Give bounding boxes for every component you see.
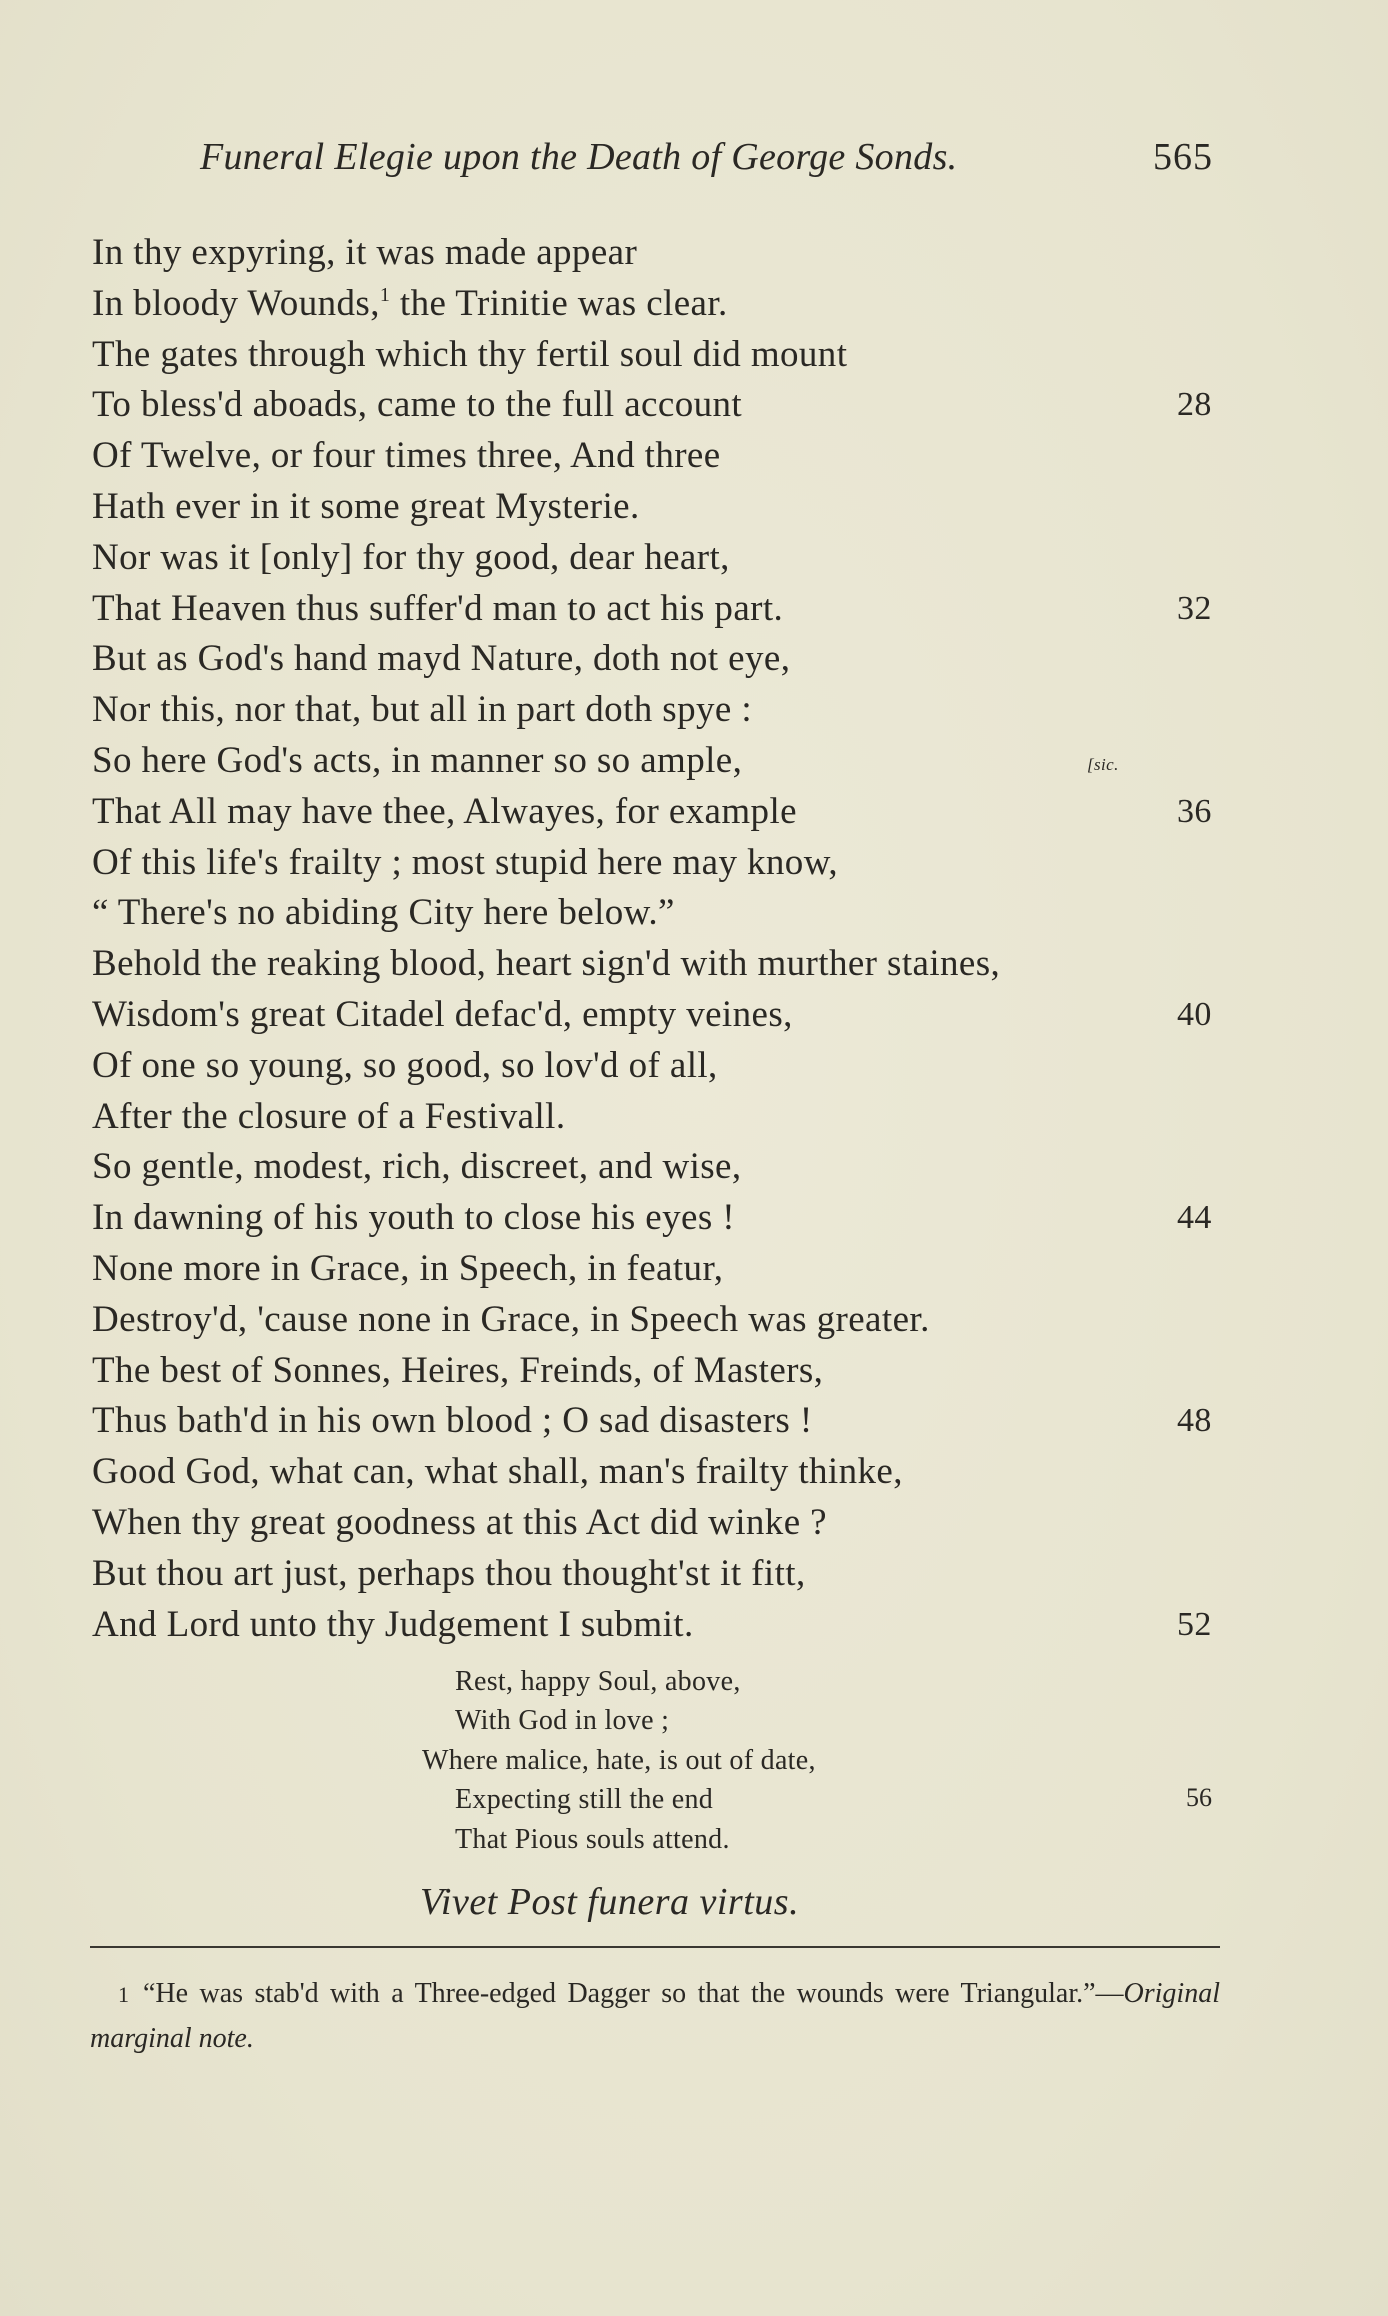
poem-line: None more in Grace, in Speech, in featur, xyxy=(92,1247,724,1289)
line-number: 32 xyxy=(1177,589,1212,627)
poem-body xyxy=(92,228,1252,1650)
poem-line: The gates through which thy fertil soul did mount xyxy=(92,333,848,375)
sic-note: [sic. xyxy=(1087,754,1119,774)
poem-line: And Lord unto thy Judgement I submit. 52 xyxy=(92,1600,1252,1651)
poem-line: Nor this, nor that, but all in part doth spye : xyxy=(92,689,753,731)
poem-line: But thou art just, perhaps thou thought'st it fitt, xyxy=(92,1552,806,1594)
stanza-line: Rest, happy Soul, above, xyxy=(455,1666,741,1697)
stanza-line: Where malice, hate, is out of date, xyxy=(422,1745,816,1776)
line-number: 52 xyxy=(1177,1605,1212,1643)
footnote-source: Original marginal note. xyxy=(90,1978,1220,2054)
footnote-number: 1 xyxy=(118,1982,129,2007)
poem-line: In bloody Wounds,$^1$ the Trinitie was clear. xyxy=(92,282,728,324)
poem-line: Wisdom's great Citadel defac'd, empty veines, 40 xyxy=(92,990,1252,1041)
motto: Vivet Post funera virtus. xyxy=(420,1881,800,1923)
line-number: 48 xyxy=(1177,1402,1212,1440)
poem-line: When thy great goodness at this Act did winke ? xyxy=(92,1501,828,1543)
poem-line: Thus bath'd in his own blood ; O sad disasters ! 48 xyxy=(92,1396,1252,1447)
stanza-line: With God in love ; xyxy=(455,1705,670,1736)
stanza-line: That Pious souls attend. xyxy=(455,1824,730,1855)
footnote-divider xyxy=(90,1946,1220,1948)
poem-line: Nor was it [only] for thy good, dear heart, xyxy=(92,536,730,578)
poem-line: So gentle, modest, rich, discreet, and wise, xyxy=(92,1146,742,1188)
line-number: 28 xyxy=(1177,386,1212,424)
footnote-text: “He was stab'd with a Three-edged Dagger so that the wounds were Triangular.”— xyxy=(143,1978,1124,2009)
line-number: 44 xyxy=(1177,1199,1212,1237)
poem-line: Behold the reaking blood, heart sign'd with murther staines, xyxy=(92,943,1001,985)
poem-line: Of this life's frailty ; most stupid here may know, xyxy=(92,841,839,883)
poem-line: After the closure of a Festivall. xyxy=(92,1095,566,1137)
poem-line: Of Twelve, or four times three, And three xyxy=(92,435,721,477)
poem-line: In dawning of his youth to close his eyes ! 44 xyxy=(92,1193,1252,1244)
poem-line: That Heaven thus suffer'd man to act his part. 32 xyxy=(92,584,1252,635)
line-number: 40 xyxy=(1177,995,1212,1033)
poem-line: To bless'd aboads, came to the full account 28 xyxy=(92,380,1252,431)
poem-line: Destroy'd, 'cause none in Grace, in Speech was greater. xyxy=(92,1298,930,1340)
poem-line: But as God's hand mayd Nature, doth not eye, xyxy=(92,638,791,680)
stanza-line: Expecting still the end xyxy=(455,1784,714,1815)
poem-line: The best of Sonnes, Heires, Freinds, of Masters, xyxy=(92,1349,824,1391)
footnote xyxy=(90,1972,1220,2061)
page-number: 565 xyxy=(1153,136,1213,178)
line-number: 36 xyxy=(1177,792,1212,830)
poem-line: That All may have thee, Alwayes, for example 36 xyxy=(92,787,1252,838)
poem-line: Good God, what can, what shall, man's frailty thinke, xyxy=(92,1451,903,1493)
running-head: Funeral Elegie upon the Death of George Sonds. xyxy=(200,136,958,178)
poem-line: In thy expyring, it was made appear xyxy=(92,232,638,273)
poem-line: “ There's no abiding City here below.” xyxy=(92,892,675,934)
footnote-marker[interactable]: 1 xyxy=(379,283,391,306)
line-number: 56 xyxy=(1186,1783,1212,1812)
poem-line: Hath ever in it some great Mysterie. xyxy=(92,485,640,527)
poem-line: Of one so young, so good, so lov'd of all, xyxy=(92,1044,718,1086)
poem-line: So here God's acts, in manner so so ample, [sic. xyxy=(92,736,1252,787)
